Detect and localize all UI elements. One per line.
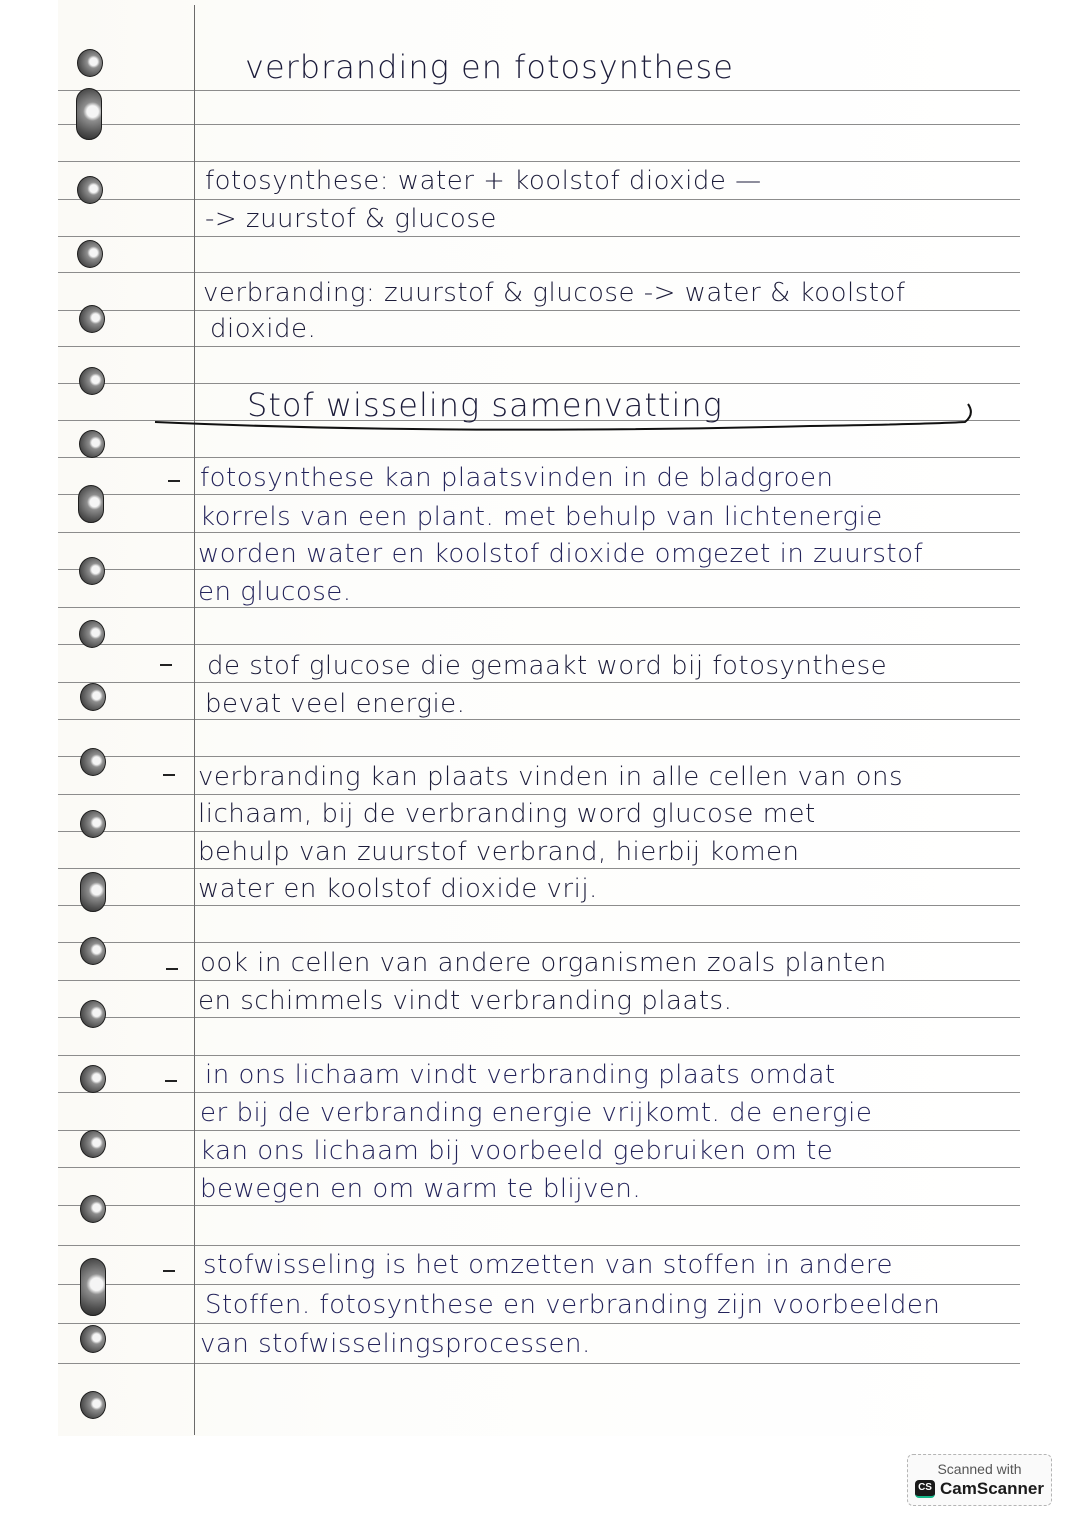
ruled-line bbox=[58, 1363, 1020, 1364]
binder-hole bbox=[80, 937, 106, 965]
ruled-line bbox=[58, 1245, 1020, 1246]
text-line: bewegen en om warm te blijven. bbox=[200, 1174, 642, 1204]
ruled-line bbox=[58, 161, 1020, 162]
heading-underline bbox=[150, 400, 980, 440]
binder-hole bbox=[79, 305, 105, 333]
text-line: van stofwisselingsprocessen. bbox=[200, 1329, 591, 1359]
ruled-line bbox=[58, 868, 1020, 869]
page-title: verbranding en fotosynthese bbox=[245, 48, 734, 86]
ruled-line bbox=[58, 794, 1020, 795]
text-line: en schimmels vindt verbranding plaats. bbox=[198, 986, 733, 1016]
ruled-line bbox=[58, 199, 1020, 200]
text-line: de stof glucose die gemaakt word bij fotosynthese bbox=[207, 651, 888, 681]
ruled-line bbox=[58, 980, 1020, 981]
ruled-line bbox=[58, 1055, 1020, 1056]
notebook-paper bbox=[58, 0, 1022, 1436]
ruled-line bbox=[58, 1323, 1020, 1324]
text-line: ook in cellen van andere organismen zoals planten bbox=[200, 948, 887, 978]
binder-hole bbox=[78, 485, 104, 523]
watermark-brand-row bbox=[908, 1479, 1051, 1499]
ruled-line bbox=[58, 607, 1020, 608]
text-line: lichaam, bij de verbranding word glucose met bbox=[198, 799, 816, 829]
text-line: -> zuurstof & glucose bbox=[205, 204, 497, 234]
ruled-line bbox=[58, 346, 1020, 347]
text-line: fotosynthese: water + koolstof dioxide — bbox=[205, 166, 762, 196]
binder-hole bbox=[77, 49, 103, 77]
section-heading: Stof wisseling samenvatting bbox=[247, 386, 723, 424]
bullet-dash bbox=[160, 664, 172, 666]
text-line: en glucose. bbox=[198, 577, 352, 607]
ruled-line bbox=[58, 682, 1020, 683]
bullet-dash bbox=[168, 480, 180, 482]
binder-hole bbox=[80, 872, 106, 912]
ruled-line bbox=[58, 1092, 1020, 1093]
ruled-line bbox=[58, 905, 1020, 906]
binder-hole bbox=[77, 240, 103, 268]
text-line: bevat veel energie. bbox=[205, 689, 466, 719]
ruled-line bbox=[58, 644, 1020, 645]
margin-line bbox=[194, 5, 195, 1435]
binder-hole bbox=[76, 88, 102, 140]
ruled-line bbox=[58, 124, 1020, 125]
binder-hole bbox=[79, 557, 105, 585]
ruled-line bbox=[58, 942, 1020, 943]
binder-hole bbox=[79, 620, 105, 648]
ruled-line bbox=[58, 494, 1020, 495]
ruled-line bbox=[58, 532, 1020, 533]
binder-hole bbox=[80, 1391, 106, 1419]
camscanner-logo-icon: CS bbox=[915, 1480, 935, 1498]
ruled-line bbox=[58, 383, 1020, 384]
watermark-brand: CamScanner bbox=[940, 1479, 1044, 1498]
ruled-line bbox=[58, 1130, 1020, 1131]
text-line: stofwisseling is het omzetten van stoffen in andere bbox=[203, 1250, 893, 1280]
binder-hole bbox=[80, 1195, 106, 1223]
text-line: korrels van een plant. met behulp van lichtenergie bbox=[200, 502, 883, 532]
binder-hole bbox=[79, 367, 105, 395]
binder-hole bbox=[80, 1130, 106, 1158]
ruled-line bbox=[58, 569, 1020, 570]
text-line: in ons lichaam vindt verbranding plaats omdat bbox=[205, 1060, 836, 1090]
ruled-line bbox=[58, 310, 1020, 311]
ruled-line bbox=[58, 1017, 1020, 1018]
ruled-line bbox=[58, 831, 1020, 832]
camscanner-watermark bbox=[907, 1454, 1052, 1506]
text-line: behulp van zuurstof verbrand, hierbij komen bbox=[198, 837, 800, 867]
binder-hole bbox=[80, 748, 106, 776]
text-line: worden water en koolstof dioxide omgezet in zuurstof bbox=[198, 539, 924, 569]
binder-hole bbox=[79, 430, 105, 458]
text-line: dioxide. bbox=[210, 314, 317, 344]
binder-hole bbox=[80, 1325, 106, 1353]
binder-hole bbox=[80, 810, 106, 838]
ruled-line bbox=[58, 1205, 1020, 1206]
bullet-dash bbox=[166, 968, 178, 970]
text-line: verbranding: zuurstof & glucose -> water & koolstof bbox=[203, 278, 906, 308]
ruled-line bbox=[58, 1167, 1020, 1168]
text-line: fotosynthese kan plaatsvinden in de bladgroen bbox=[200, 463, 834, 493]
bullet-dash bbox=[163, 774, 175, 776]
ruled-line bbox=[58, 90, 1020, 91]
binder-hole bbox=[80, 683, 106, 711]
ruled-line bbox=[58, 1284, 1020, 1285]
text-line: verbranding kan plaats vinden in alle cellen van ons bbox=[198, 762, 904, 792]
ruled-line bbox=[58, 236, 1020, 237]
bullet-dash bbox=[165, 1080, 177, 1082]
binder-hole bbox=[80, 1258, 106, 1316]
ruled-line bbox=[58, 457, 1020, 458]
text-line: er bij de verbranding energie vrijkomt. de energie bbox=[200, 1098, 873, 1128]
bullet-dash bbox=[163, 1270, 175, 1272]
text-line: Stoffen. fotosynthese en verbranding zijn voorbeelden bbox=[205, 1290, 941, 1320]
ruled-line bbox=[58, 272, 1020, 273]
ruled-line bbox=[58, 756, 1020, 757]
watermark-caption: Scanned with bbox=[937, 1461, 1022, 1477]
text-line: kan ons lichaam bij voorbeeld gebruiken om te bbox=[200, 1136, 834, 1166]
binder-hole bbox=[80, 1000, 106, 1028]
binder-hole bbox=[77, 176, 103, 204]
binder-hole bbox=[80, 1065, 106, 1093]
text-line: water en koolstof dioxide vrij. bbox=[198, 874, 598, 904]
ruled-line bbox=[58, 719, 1020, 720]
